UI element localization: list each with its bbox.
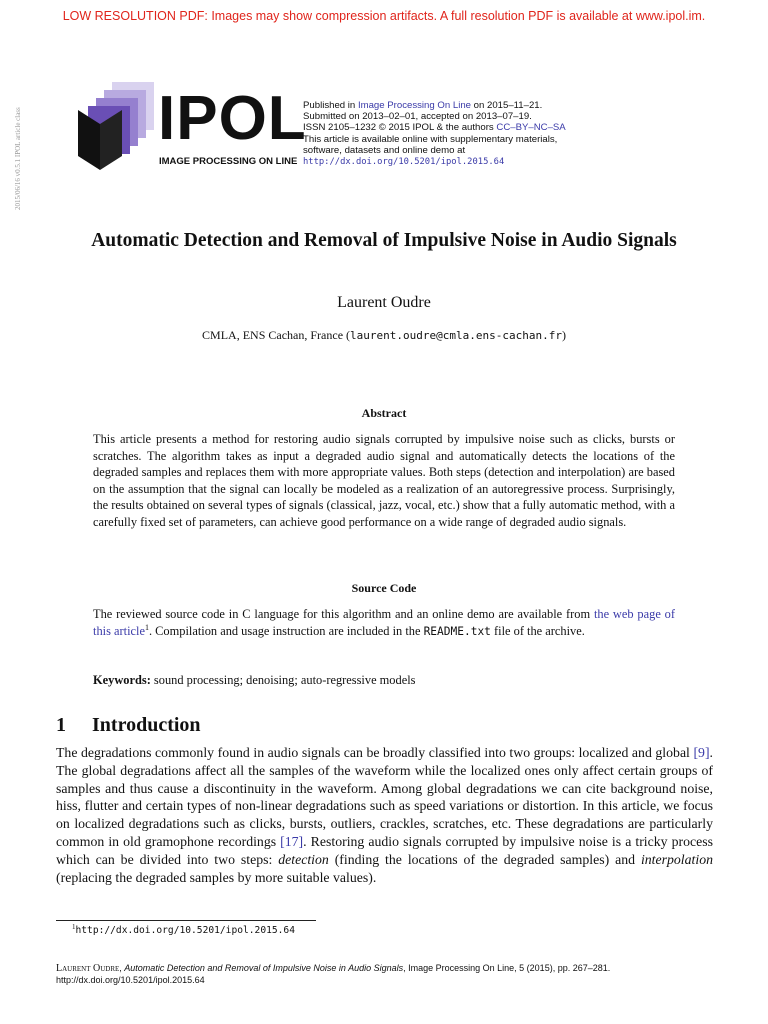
section-number: 1: [56, 714, 66, 736]
footnote-mark[interactable]: 1: [144, 622, 149, 632]
section-heading-introduction: [56, 714, 201, 737]
keywords-label: Keywords:: [93, 673, 151, 687]
footer-doi[interactable]: http://dx.doi.org/10.5201/ipol.2015.64: [56, 974, 205, 985]
footer-journal: , Image Processing On Line, 5 (2015), pp. 267–281.: [403, 963, 611, 973]
logo-wordmark: IPOL: [158, 84, 307, 153]
introduction-paragraph: The degradations commonly found in audio signals can be broadly classified into two groups: localized and global [9]. The global degradations affect all the samples of the waveform while the localized ones only affect certain groups of samples and thus cause a discontinuity in the waveform. Among global degradations we can cite background noise, hiss, flutter and certain types of non-linear degradations such as speed variations or distortion. In this article, we focus on localized degradations such as clicks, bursts, outliers, crackles, scratches, etc. These degradations are particularly common in old gramophone recordings [17]. Restoring audio signals corrupted by impulsive noise is a tricky process which can be divided into two steps: detection (finding the locations of the degraded samples) and interpolation (replacing the degraded samples by more suitable values).: [56, 745, 714, 885]
source-code-heading: Source Code: [351, 581, 417, 595]
publication-info: [303, 100, 566, 168]
footer-author: Laurent Oudre: [56, 963, 120, 974]
keywords-text: sound processing; denoising; auto-regressive models: [150, 673, 416, 687]
ipol-logo[interactable]: [76, 80, 307, 172]
readme-filename: README.txt: [423, 624, 491, 638]
keywords: [93, 673, 675, 688]
journal-link[interactable]: Image Processing On Line: [357, 100, 471, 111]
issn-line: ISSN 2105–1232 © 2015 IPOL & the authors CC–BY–NC–SA: [303, 122, 566, 134]
author-affiliation: CMLA, ENS Cachan, France (laurent.oudre@cmla.ens-cachan.fr): [202, 328, 566, 342]
page-footer: Laurent Oudre, Automatic Detection and Removal of Impulsive Noise in Audio Signals, Image Processing On Line, 5 (2015), pp. 267–281. http://dx.doi.org/10.5201/ipol.2015.64: [56, 963, 716, 986]
footer-title: Automatic Detection and Removal of Impulsive Noise in Audio Signals: [124, 963, 404, 973]
published-line: Published in Image Processing On Line on 2015–11–21.: [303, 100, 543, 111]
footnote-rule: [56, 920, 316, 921]
author-name: Laurent Oudre: [337, 294, 431, 311]
citation-9[interactable]: [9]: [693, 745, 710, 760]
logo-tagline: IMAGE PROCESSING ON LINE: [159, 156, 298, 167]
section-title: Introduction: [92, 714, 201, 736]
submitted-line: Submitted on 2013–02–01, accepted on 2013–07–19.: [303, 111, 532, 123]
abstract-heading: Abstract: [361, 406, 407, 420]
doi-link-line: [303, 156, 566, 168]
footnote: $^1$http://dx.doi.org/10.5201/ipol.2015.64: [72, 922, 295, 936]
footnote-url[interactable]: http://dx.doi.org/10.5201/ipol.2015.64: [75, 925, 295, 936]
low-resolution-banner: LOW RESOLUTION PDF: Images may show compression artifacts. A full resolution PDF is available at www.ipol.im.: [62, 9, 706, 23]
author-email[interactable]: laurent.oudre@cmla.ens-cachan.fr: [350, 329, 562, 342]
license-link[interactable]: CC–BY–NC–SA: [496, 122, 566, 134]
availability-line-2: software, datasets and online demo at: [303, 144, 466, 156]
citation-17[interactable]: [17]: [280, 833, 304, 849]
ipol-cube-icon: [76, 80, 158, 172]
article-web-page-link[interactable]: the web page of this article: [93, 607, 675, 638]
paper-title: Automatic Detection and Removal of Impulsive Noise in Audio Signals: [91, 230, 677, 251]
doi-link[interactable]: http://dx.doi.org/10.5201/ipol.2015.64: [303, 157, 505, 168]
side-stamp: 2015/06/16 v0.5.1 IPOL article class: [14, 107, 22, 210]
abstract-text: This article presents a method for restoring audio signals corrupted by impulsive noise such as clicks, bursts or scratches. The algorithm takes as input a degraded audio signal and automatically detects the locations of the degraded samples and replaces them with more appropriate values. Both steps (detection and interpolation) are based on the assumption that the signal can locally be modeled as a realization of an autoregressive process. Surprisingly, the results obtained on several types of signals (classical, jazz, vocal, etc.) show that a fully automatic method, with a carefully fixed set of parameters, can achieve good performance on a wide range of degraded audio signals.: [93, 432, 675, 529]
source-code-text: The reviewed source code in C language for this algorithm and an online demo are available from the web page of this article$^1$. Compilation and usage instruction are included in the README.txt file of the archive.: [93, 607, 675, 638]
availability-line-1: This article is available online with supplementary materials,: [303, 133, 558, 145]
